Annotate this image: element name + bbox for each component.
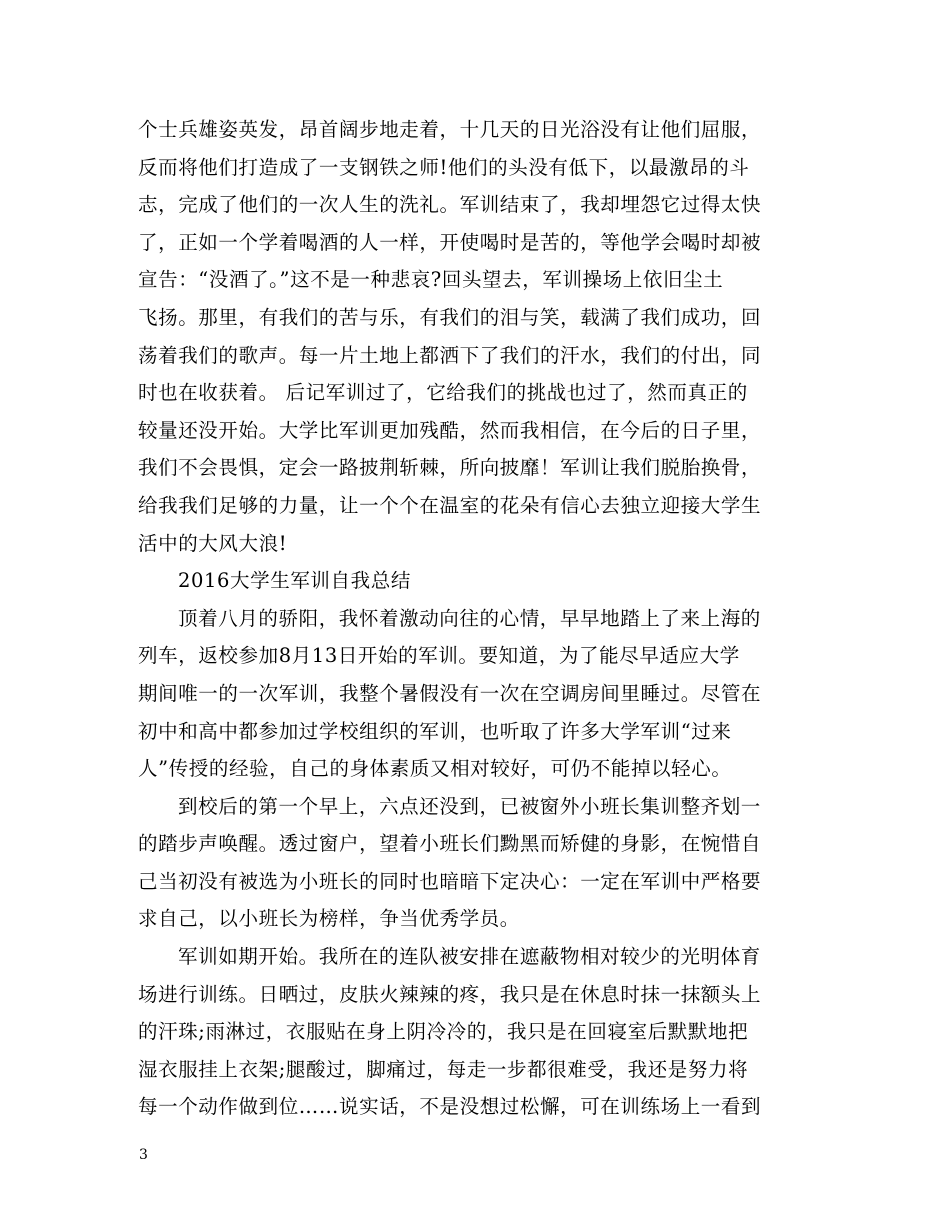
text-line: 飞扬。那里，有我们的苦与乐，有我们的泪与笑，载满了我们成功，回 [138, 305, 762, 329]
text-line: 军训如期开始。我所在的连队被安排在遮蔽物相对较少的光明体育 [178, 945, 761, 969]
body-text [138, 111, 818, 1126]
text-line: 到校后的第一个早上，六点还没到，已被窗外小班长集训整齐划一 [178, 794, 761, 818]
text-line: 场进行训练。日晒过，皮肤火辣辣的疼，我只是在休息时抹一抹额头上 [138, 982, 762, 1006]
text-line: 了，正如一个学着喝酒的人一样，开使喝时是苦的，等他学会喝时却被 [138, 230, 762, 254]
text-line: 每一个动作做到位……说实话，不是没想过松懈，可在训练场上一看到 [138, 1095, 762, 1119]
text-line: 荡着我们的歌声。每一片土地上都洒下了我们的汗水，我们的付出，同 [138, 343, 762, 367]
text-line: 初中和高中都参加过学校组织的军训，也听取了许多大学军训“过来 [138, 719, 732, 743]
text-line: 2016大学生军训自我总结 [178, 569, 411, 593]
text-line: 反而将他们打造成了一支钢铁之师!他们的头没有低下，以最激昂的斗 [138, 155, 750, 179]
text-line: 个士兵雄姿英发，昂首阔步地走着，十几天的日光浴没有让他们屈服， [138, 118, 762, 141]
text-line: 的汗珠;雨淋过，衣服贴在身上阴冷冷的，我只是在回寝室后默默地把 [138, 1020, 749, 1044]
text-line: 顶着八月的骄阳，我怀着激动向往的心情，早早地踏上了来上海的 [178, 606, 761, 630]
text-line: 列车，返校参加8月13日开始的军训。要知道，为了能尽早适应大学 [138, 644, 740, 668]
text-line: 活中的大风大浪! [138, 531, 288, 555]
text-line: 给我我们足够的力量，让一个个在温室的花朵有信心去独立迎接大学生 [138, 493, 762, 517]
page-number: 3 [139, 1147, 148, 1163]
text-line: 期间唯一的一次军训，我整个暑假没有一次在空调房间里睡过。尽管在 [138, 681, 762, 705]
text-line: 时也在收获着。 后记军训过了，它给我们的挑战也过了，然而真正的 [138, 381, 748, 405]
text-line: 求自己，以小班长为榜样，争当优秀学员。 [138, 907, 520, 931]
text-line: 志，完成了他们的一次人生的洗礼。军训结束了，我却埋怨它过得太快 [138, 193, 762, 217]
text-line: 的踏步声唤醒。透过窗户，望着小班长们黝黑而矫健的身影，在惋惜自 [138, 832, 762, 856]
text-line: 湿衣服挂上衣架;腿酸过，脚痛过，每走一步都很难受，我还是努力将 [138, 1057, 749, 1081]
text-line: 己当初没有被选为小班长的同时也暗暗下定决心：一定在军训中严格要 [138, 869, 762, 893]
text-line: 人”传授的经验，自己的身体素质又相对较好，可仍不能掉以轻心。 [138, 757, 732, 781]
text-line: 宣告：“没酒了。”这不是一种悲哀?回头望去，军训操场上依旧尘土 [138, 268, 724, 292]
text-line: 我们不会畏惧，定会一路披荆斩棘，所向披靡！军训让我们脱胎换骨， [138, 456, 762, 480]
text-line: 较量还没开始。大学比军训更加残酷，然而我相信，在今后的日子里， [138, 418, 762, 442]
